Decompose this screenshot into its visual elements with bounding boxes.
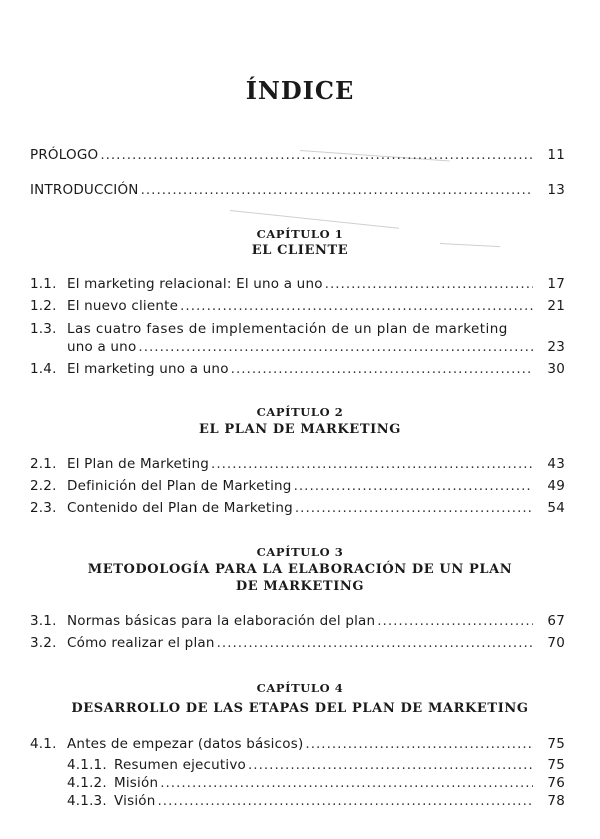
entry-title: Definición del Plan de Marketing (67, 478, 292, 494)
entry-title: El marketing uno a uno (67, 361, 229, 377)
entry-title: Antes de empezar (datos básicos) (67, 736, 304, 752)
entry-number: 3.1. (30, 613, 57, 629)
entry-number: 1.2. (30, 298, 57, 314)
leader-dots (211, 455, 533, 473)
entry-title: PRÓLOGO (30, 147, 99, 163)
page-number: 70 (547, 635, 565, 651)
entry-title: INTRODUCCIÓN (30, 182, 139, 198)
leader-dots (217, 634, 533, 652)
entry-number: 2.2. (30, 478, 57, 494)
toc-entry[interactable] (30, 297, 565, 315)
page-number: 17 (547, 276, 565, 292)
leader-dots (294, 477, 533, 495)
leader-dots (305, 735, 533, 753)
page-number: 30 (547, 361, 565, 377)
toc-subentry[interactable] (67, 792, 565, 810)
leader-dots (325, 275, 533, 293)
entry-number: 1.4. (30, 361, 57, 377)
entry-number: 2.1. (30, 456, 57, 472)
page-number: 21 (547, 298, 565, 314)
entry-number: 1.1. (30, 276, 57, 292)
page-number: 76 (547, 775, 565, 791)
page-number: 49 (547, 478, 565, 494)
page-number: 43 (547, 456, 565, 472)
chapter-3-title-line-2: DE MARKETING (235, 579, 365, 594)
page-number: 54 (547, 500, 565, 516)
chapter-1-label: CAPÍTULO 1 (256, 227, 344, 241)
toc-subentry[interactable] (67, 756, 565, 774)
toc-entry[interactable] (30, 612, 565, 630)
leader-dots (377, 612, 533, 630)
entry-title: Normas básicas para la elaboración del plan (67, 613, 376, 629)
entry-title: Cómo realizar el plan (67, 635, 215, 651)
chapter-4-title: DESARROLLO DE LAS ETAPAS DEL PLAN DE MARKETING (71, 701, 529, 716)
toc-subentry[interactable] (67, 774, 565, 792)
page-number: 78 (547, 793, 565, 809)
page-number: 67 (547, 613, 565, 629)
toc-entry[interactable] (30, 455, 565, 473)
page-number: 75 (547, 736, 565, 752)
entry-number: 2.3. (30, 500, 57, 516)
scan-mark (230, 210, 399, 229)
toc-entry[interactable] (30, 499, 565, 517)
chapter-3-title-line-1: METODOLOGÍA PARA LA ELABORACIÓN DE UN PLAN (87, 562, 513, 577)
leader-dots (138, 338, 533, 356)
leader-dots (160, 774, 533, 792)
chapter-2-title: EL PLAN DE MARKETING (199, 422, 401, 437)
chapter-1-title: EL CLIENTE (251, 243, 349, 258)
entry-number: 1.3. (30, 321, 57, 337)
chapter-2-label: CAPÍTULO 2 (256, 405, 344, 419)
entry-title: El marketing relacional: El uno a uno (67, 276, 323, 292)
entry-title: Contenido del Plan de Marketing (67, 500, 293, 516)
leader-dots (180, 297, 533, 315)
entry-number: 4.1.2. (67, 775, 107, 791)
chapter-4-label: CAPÍTULO 4 (256, 681, 344, 695)
leader-dots (158, 792, 534, 810)
leader-dots (231, 360, 533, 378)
entry-number: 4.1. (30, 736, 57, 752)
leader-dots (141, 181, 533, 199)
toc-entry[interactable] (30, 477, 565, 495)
toc-entry-prologo[interactable] (30, 146, 565, 164)
entry-title: Misión (114, 775, 159, 791)
chapter-3-label: CAPÍTULO 3 (256, 545, 344, 559)
page-title: ÍNDICE (245, 76, 355, 105)
page-number: 13 (547, 182, 565, 198)
toc-entry[interactable] (30, 320, 565, 338)
entry-number: 3.2. (30, 635, 57, 651)
entry-title: El Plan de Marketing (67, 456, 210, 472)
page-number: 23 (547, 339, 565, 355)
entry-number: 4.1.3. (67, 793, 107, 809)
leader-dots (295, 499, 533, 517)
toc-entry-continuation[interactable] (67, 338, 565, 356)
entry-title: Resumen ejecutivo (114, 757, 247, 773)
page-number: 75 (547, 757, 565, 773)
entry-title: Las cuatro fases de implementación de un plan de marketing (67, 321, 508, 337)
entry-title: Visión (114, 793, 156, 809)
toc-entry[interactable] (30, 634, 565, 652)
toc-entry[interactable] (30, 735, 565, 753)
toc-entry[interactable] (30, 360, 565, 378)
toc-entry[interactable] (30, 275, 565, 293)
page-number: 11 (547, 147, 565, 163)
entry-title: El nuevo cliente (67, 298, 179, 314)
entry-number: 4.1.1. (67, 757, 107, 773)
leader-dots (248, 756, 533, 774)
entry-title-continued: uno a uno (67, 339, 137, 355)
toc-entry-introduccion[interactable] (30, 181, 565, 199)
leader-dots (100, 146, 533, 164)
